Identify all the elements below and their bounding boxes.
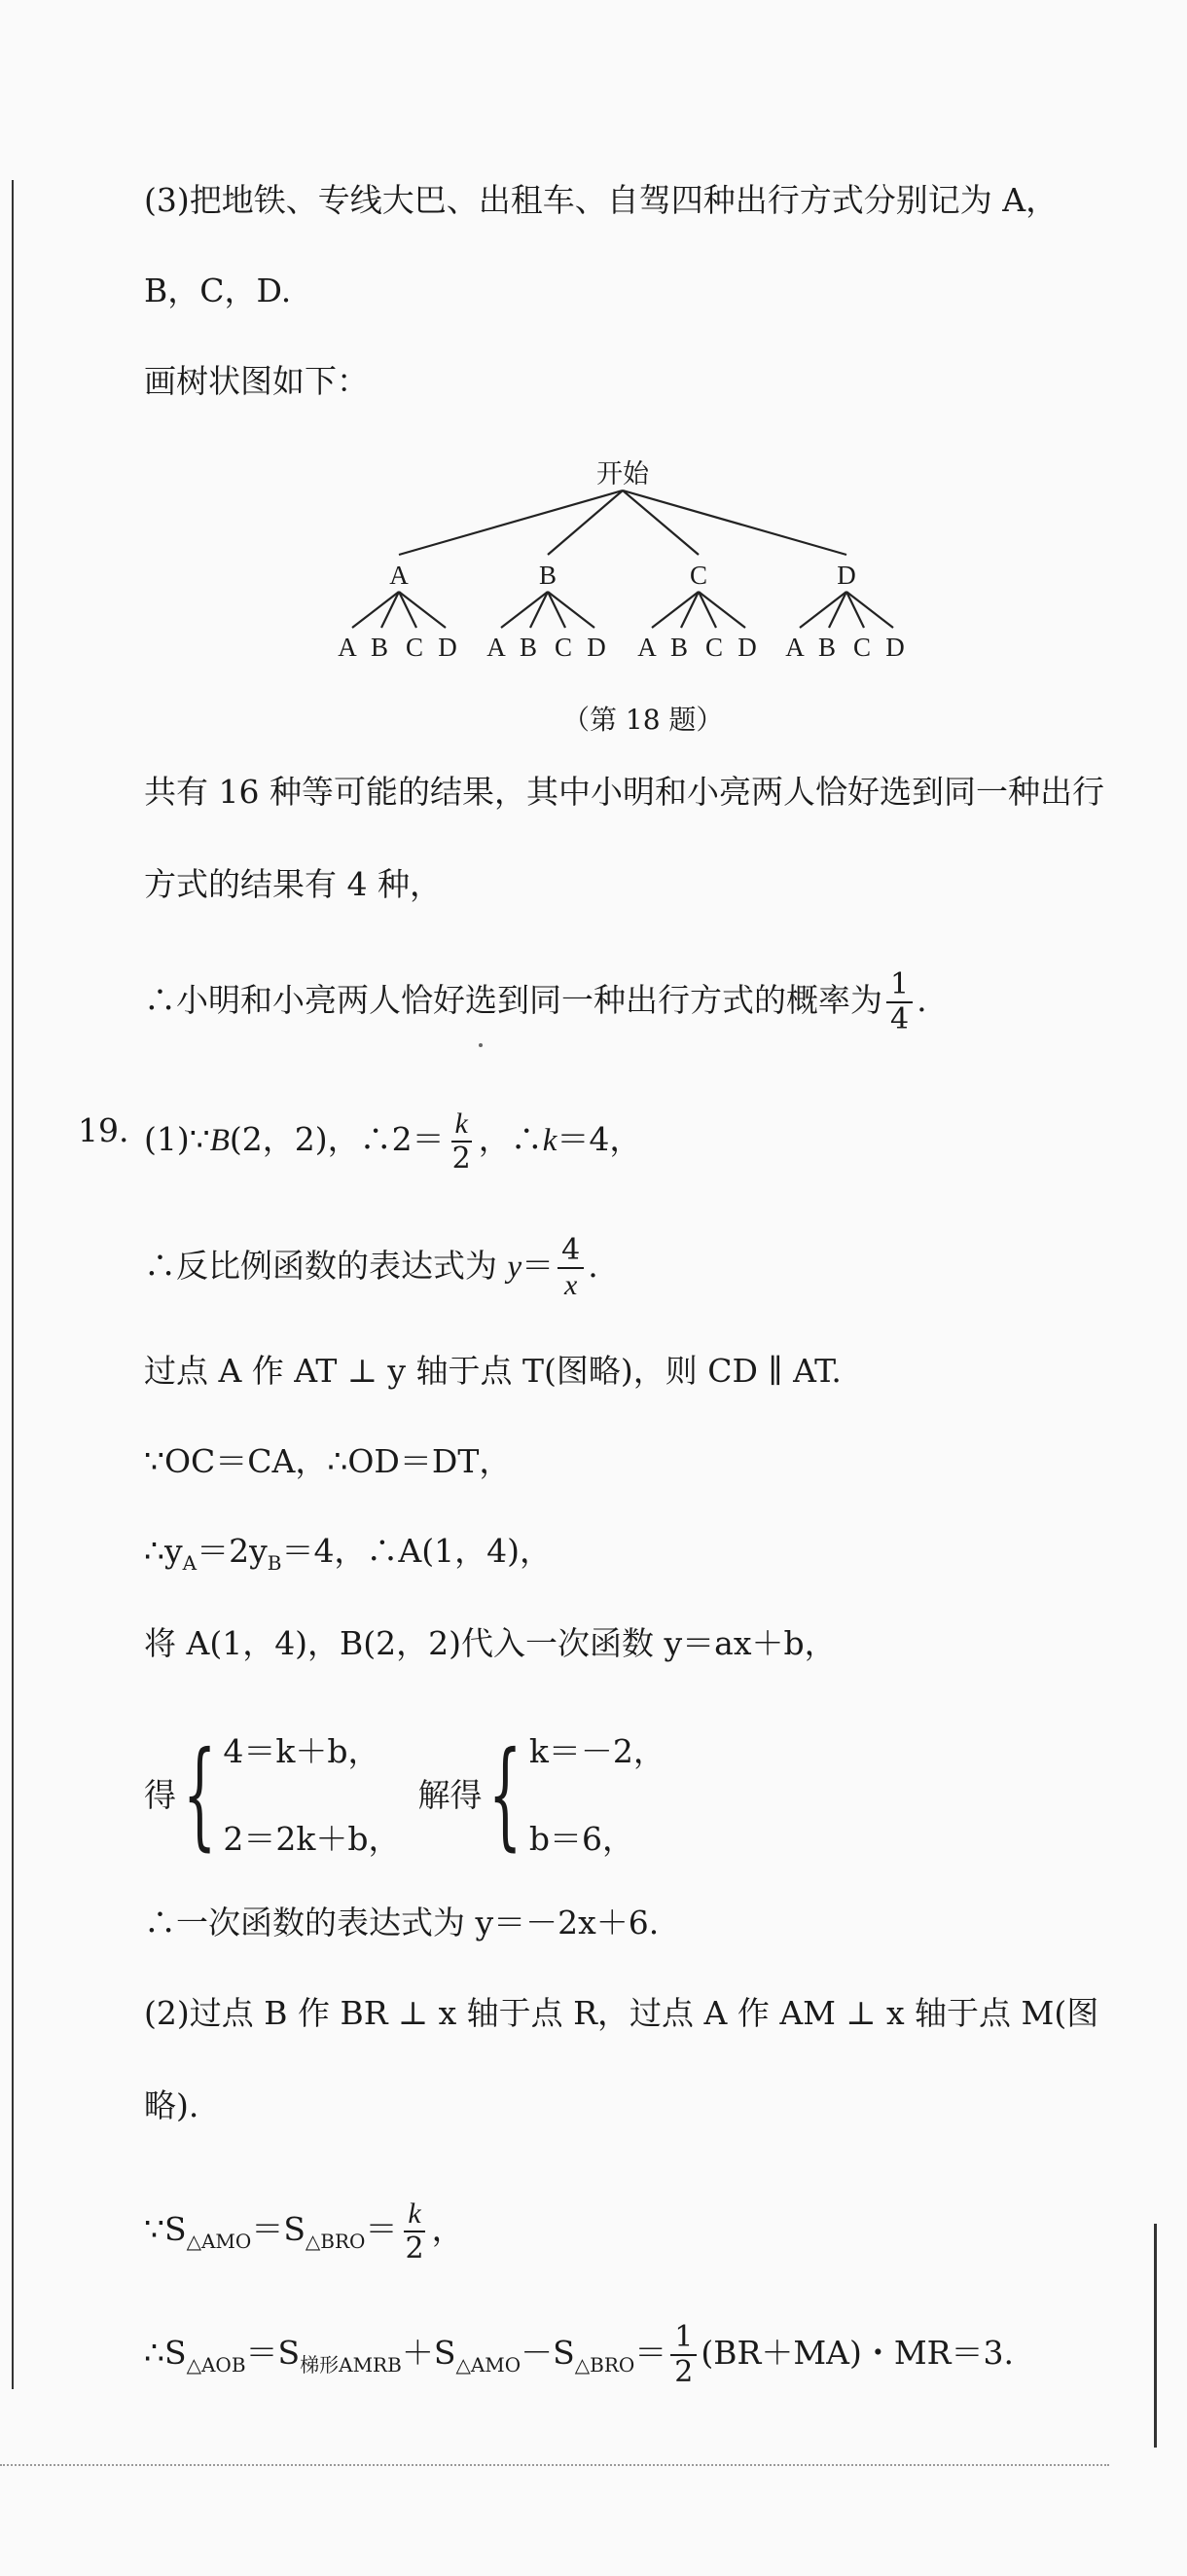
fraction xyxy=(449,1107,475,1176)
subscript: A xyxy=(182,1551,198,1575)
tree-leaf: B xyxy=(669,633,689,662)
system-equations xyxy=(223,1708,400,1883)
subscript: 梯形AMRB xyxy=(300,2353,402,2376)
text: ，∴ xyxy=(478,1120,543,1158)
tree-leaf: C xyxy=(852,633,872,662)
tree-leaf: D xyxy=(737,633,757,662)
subscript: B xyxy=(267,1551,282,1575)
result-text: ∴小明和小亮两人恰好选到同一种出行方式的概率为 xyxy=(144,981,882,1019)
fraction-numerator: 1 xyxy=(670,2321,697,2356)
fraction-denominator: 2 xyxy=(674,2355,694,2389)
left-margin-rule xyxy=(12,180,14,2389)
subscript: △AOB xyxy=(186,2353,246,2376)
subscript: △AMO xyxy=(455,2353,522,2376)
subscript: △BRO xyxy=(574,2353,635,2376)
equation-system xyxy=(144,1708,665,1883)
probability-fraction xyxy=(886,968,913,1036)
fraction-denominator: 2 xyxy=(451,1142,471,1176)
tree-leaf: B xyxy=(370,633,389,662)
fraction-numerator: k xyxy=(451,1107,472,1143)
q19-line4: ∵OC＝CA，∴OD＝DT， xyxy=(144,1442,512,1480)
text: ＝S xyxy=(245,2334,301,2372)
text: －S xyxy=(521,2334,575,2372)
tree-leaf: A xyxy=(785,633,805,662)
subscript: △BRO xyxy=(305,2230,366,2253)
left-brace: { xyxy=(182,1727,217,1863)
fraction-numerator: 4 xyxy=(558,1234,584,1269)
text: ， xyxy=(431,2210,464,2248)
q19-line8: ∴一次函数的表达式为 y＝－2x＋6. xyxy=(144,1904,660,1941)
text: (BR＋MA)・MR＝3. xyxy=(701,2334,1014,2372)
tree-root: 开始 xyxy=(596,459,649,489)
tree-leaf: D xyxy=(885,633,905,662)
math-var: B xyxy=(209,1123,230,1158)
fraction-denominator: 2 xyxy=(405,2231,424,2266)
period: . xyxy=(917,981,927,1019)
text: ∴S xyxy=(144,2334,187,2372)
math-var: k xyxy=(542,1123,558,1158)
tree-node-d: D xyxy=(837,561,856,590)
result-line3 xyxy=(144,968,927,1036)
bottom-dotted-divider xyxy=(0,2464,1109,2466)
text: ＝ xyxy=(522,1247,555,1285)
tree-leaf: A xyxy=(338,633,357,662)
text: ∵S xyxy=(144,2210,187,2248)
tree-leaf: C xyxy=(405,633,424,662)
text: ＝ xyxy=(365,2210,398,2248)
text: ∴反比例函数的表达式为 xyxy=(144,1247,508,1285)
part3-line1: (3)把地铁、专线大巴、出租车、自驾四种出行方式分别记为 A， xyxy=(144,181,1059,219)
text: ＝2y xyxy=(197,1532,268,1570)
q19-line2 xyxy=(144,1234,598,1302)
fraction xyxy=(670,2321,697,2389)
solution-equations xyxy=(529,1708,665,1883)
q19-part2-line2: 略). xyxy=(144,2086,199,2124)
subscript: △AMO xyxy=(186,2230,252,2253)
text: . xyxy=(588,1247,598,1285)
q19-line1 xyxy=(144,1107,641,1176)
text: (1)∵ xyxy=(144,1120,210,1158)
text: ∴y xyxy=(144,1532,183,1570)
result-line1: 共有 16 种等可能的结果，其中小明和小亮两人恰好选到同一种出行 xyxy=(144,773,1104,811)
fraction-numerator: 1 xyxy=(886,968,913,1003)
result-line2: 方式的结果有 4 种， xyxy=(144,865,442,903)
math-var: y xyxy=(507,1250,522,1285)
area-equation-1 xyxy=(144,2197,464,2266)
q19-line5 xyxy=(144,1528,552,1586)
text: (2，2)，∴2＝ xyxy=(229,1120,445,1158)
text: ＝4，∴A(1，4)， xyxy=(281,1532,553,1570)
tree-leaf: D xyxy=(438,633,457,662)
left-brace: { xyxy=(488,1727,522,1863)
equation: k＝－2， xyxy=(528,1732,665,1770)
fraction-denominator: x xyxy=(564,1269,578,1301)
part3-line3: 画树状图如下： xyxy=(144,362,369,400)
fraction-denominator: 4 xyxy=(890,1002,910,1036)
tree-node-b: B xyxy=(538,561,558,590)
text: ＝4， xyxy=(557,1120,642,1158)
tree-leaf: A xyxy=(486,633,506,662)
q19-line3: 过点 A 作 AT ⊥ y 轴于点 T(图略)，则 CD ∥ AT. xyxy=(144,1352,842,1390)
part3-line2: B，C，D. xyxy=(144,272,292,309)
tree-node-a: A xyxy=(389,561,409,590)
equation: b＝6， xyxy=(528,1820,634,1858)
system-block xyxy=(144,1708,665,1883)
text: 得 xyxy=(144,1776,176,1814)
area-equation-2 xyxy=(144,2321,1014,2389)
tree-leaf: C xyxy=(704,633,724,662)
equation: 4＝k＋b， xyxy=(223,1732,380,1770)
fraction-numerator: k xyxy=(404,2197,424,2232)
tree-diagram xyxy=(331,448,934,671)
text: ＝ xyxy=(634,2334,667,2372)
tree-node-c: C xyxy=(689,561,708,590)
text: ＝S xyxy=(251,2210,306,2248)
tree-leaf: B xyxy=(817,633,837,662)
text: ＋S xyxy=(401,2334,456,2372)
stray-dot xyxy=(479,1043,483,1047)
tree-leaf: C xyxy=(554,633,573,662)
right-edge-rule xyxy=(1154,2224,1157,2448)
q19-part2-line1: (2)过点 B 作 BR ⊥ x 轴于点 R，过点 A 作 AM ⊥ x 轴于点 M(图 xyxy=(144,1994,1099,2032)
question-number: 19. xyxy=(78,1111,129,1149)
tree-leaf: B xyxy=(519,633,538,662)
tree-leaf: A xyxy=(637,633,657,662)
tree-leaf: D xyxy=(587,633,606,662)
equation: 2＝2k＋b， xyxy=(223,1820,401,1858)
q19-line6: 将 A(1，4)，B(2，2)代入一次函数 y＝ax＋b， xyxy=(144,1624,837,1662)
fraction xyxy=(401,2197,427,2266)
figure-caption: （第 18 题） xyxy=(562,704,724,736)
text: 解得 xyxy=(417,1776,483,1814)
fraction xyxy=(558,1234,584,1302)
